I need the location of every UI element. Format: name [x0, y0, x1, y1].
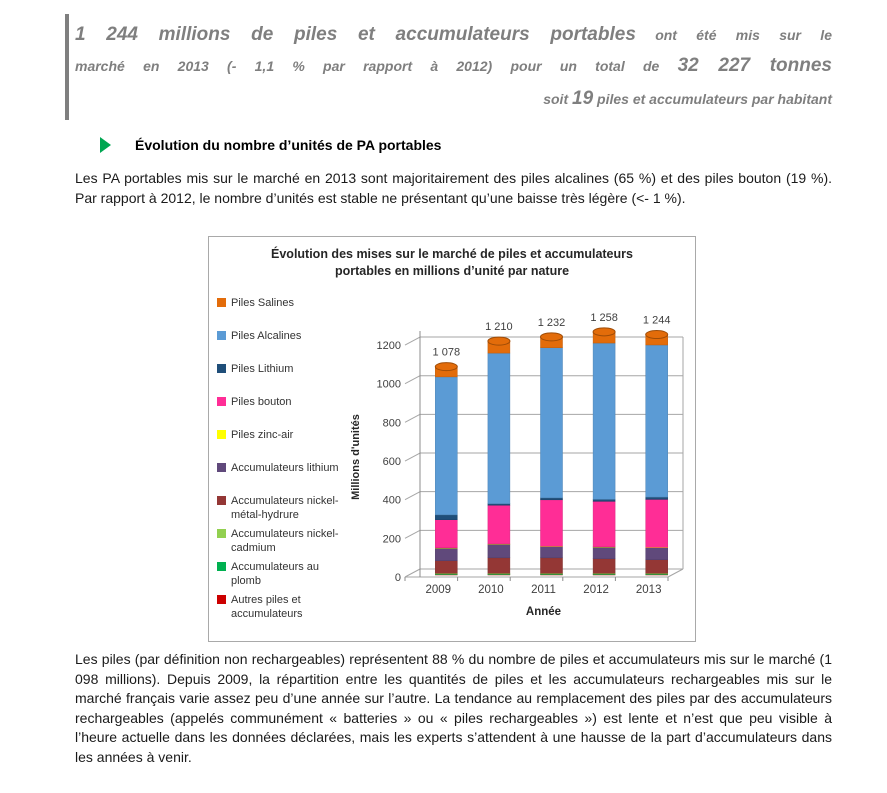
bar-total-label: 1 078 — [432, 346, 461, 359]
gridline-depth-tick — [405, 530, 420, 538]
y-axis-tick-label: 400 — [382, 494, 401, 507]
intro-line1-rest: ont été mis sur le — [635, 27, 832, 43]
x-axis-category-label: 2011 — [531, 584, 556, 596]
legend-swatch-icon — [217, 463, 226, 472]
bar-segment — [646, 499, 668, 547]
intro-tonnes-figure: 32 227 tonnes — [677, 55, 832, 76]
bar-segment — [541, 500, 563, 546]
intro-line-2 — [75, 51, 832, 82]
bar-segment — [435, 548, 457, 561]
x-axis-title: Année — [525, 606, 562, 618]
legend-swatch-icon — [217, 496, 226, 505]
bar-segment — [435, 520, 457, 548]
section-heading — [100, 137, 441, 153]
bar-total-label: 1 258 — [590, 311, 618, 324]
legend-item — [217, 527, 345, 555]
bar-segment — [593, 499, 615, 501]
bar-segment — [593, 501, 615, 546]
green-arrow-icon — [100, 137, 111, 153]
bar-segment — [646, 548, 668, 560]
intro-line3-post: piles et accumulateurs par habitant — [593, 91, 832, 107]
legend-swatch-icon — [217, 595, 226, 604]
legend-item — [217, 593, 345, 621]
bar-segment — [488, 353, 510, 504]
bar-top-cap — [435, 363, 457, 371]
bar-segment — [488, 558, 510, 573]
legend-label: Autres piles et accumulateurs — [231, 594, 303, 620]
legend-label: Piles zinc-air — [231, 429, 294, 441]
gridline-depth-tick — [405, 569, 420, 577]
bar-segment — [488, 505, 510, 544]
legend-label: Piles Alcalines — [231, 330, 302, 342]
gridline-depth-tick — [405, 492, 420, 500]
bar-segment — [593, 559, 615, 573]
bar-top-cap — [646, 331, 668, 339]
legend-item — [217, 428, 345, 442]
bar-segment — [435, 377, 457, 515]
x-axis-category-label: 2013 — [635, 584, 662, 596]
legend-item — [217, 362, 345, 376]
intro-banner — [75, 20, 832, 115]
bar-top-cap — [488, 337, 510, 345]
legend-label: Accumulateurs au plomb — [231, 561, 320, 587]
gridline-depth-tick — [405, 453, 420, 461]
legend-item — [217, 329, 345, 343]
bar-top-cap — [593, 328, 615, 336]
bar-top-cap — [541, 333, 563, 341]
paragraph-intro-analysis: Les PA portables mis sur le marché en 2013 sont majoritairement des piles alcalines (65 %) et des piles bouton (19 %). Par rapport à 2012, le nombre d’unités est stable ne présentant qu’une baisse très légère (<- 1 %). — [75, 170, 832, 206]
legend-swatch-icon — [217, 397, 226, 406]
bar-total-label: 1 244 — [642, 314, 671, 327]
chart-panel — [208, 236, 696, 642]
bar-segment — [593, 547, 615, 559]
legend-swatch-icon — [217, 364, 226, 373]
chart-title: Évolution des mises sur le marché de piles et accumulateurs portables en millions d’unité par nature — [271, 247, 633, 278]
bar-segment — [541, 547, 563, 558]
x-axis-category-label: 2009 — [425, 584, 452, 596]
bar-segment — [593, 343, 615, 499]
bar-total-label: 1 210 — [485, 321, 513, 334]
bar-segment — [646, 560, 668, 574]
bar-segment — [435, 515, 457, 520]
legend-label: Piles bouton — [231, 396, 292, 408]
x-axis-category-label: 2012 — [583, 584, 609, 596]
gridline-depth-tick — [405, 414, 420, 422]
legend-swatch-icon — [217, 331, 226, 340]
y-axis-tick-label: 800 — [382, 417, 401, 430]
legend-label: Accumulateurs nickel-métal-hydrure — [231, 495, 339, 521]
legend-item — [217, 296, 345, 310]
gridline-depth-tick — [405, 376, 420, 384]
paragraph-trend-analysis: Les piles (par définition non rechargeables) représentent 88 % du nombre de piles et accumulateurs mis sur le marché (1 098 millions). Depuis 2009, la répartition entre les quantités de piles et les accumulateurs rechargeables mis sur le marché français varie assez peu d’une année sur l’autre. La tendance au remplacement des piles par des accumulateurs rechargeables (appelés communément « batteries » ou « piles rechargeables ») est lente et n’est que peu visible à l’heure actuelle dans les données déclarées, mais les experts s’attendent à une hausse de la part d’accumulateurs dans les années à venir. — [75, 651, 832, 765]
bar-segment — [646, 497, 668, 499]
bar-segment — [435, 561, 457, 574]
y-axis-tick-label: 200 — [382, 533, 401, 546]
bar-segment — [488, 544, 510, 558]
y-axis-title: Millions d'unités — [350, 414, 362, 500]
intro-line-1 — [75, 20, 832, 51]
bar-total-label: 1 232 — [537, 316, 566, 329]
y-axis-tick-label: 1200 — [376, 340, 401, 353]
legend-label: Piles Salines — [231, 297, 294, 309]
bar-segment — [541, 558, 563, 573]
intro-per-capita-figure: 19 — [572, 88, 594, 109]
legend-item — [217, 494, 345, 522]
y-axis-tick-label: 0 — [394, 572, 401, 584]
bar-segment — [541, 498, 563, 500]
stacked-bar-chart — [345, 285, 693, 637]
legend-item — [217, 560, 345, 588]
legend-label: Accumulateurs nickel-cadmium — [231, 528, 339, 554]
intro-line-3 — [75, 84, 832, 115]
floor-right-edge — [668, 569, 683, 577]
x-axis-category-label: 2010 — [478, 584, 504, 596]
legend-swatch-icon — [217, 562, 226, 571]
intro-accent-bar — [65, 14, 69, 120]
bar-segment — [646, 345, 668, 497]
bar-segment — [541, 348, 563, 498]
intro-line2-lead: marché en 2013 (- 1,1 % par rapport à 2012) pour un total de — [75, 58, 678, 74]
legend-swatch-icon — [217, 529, 226, 538]
legend-label: Accumulateurs lithium — [231, 462, 339, 474]
y-axis-tick-label: 1000 — [376, 378, 401, 391]
intro-units-figure: 1 244 millions de piles et accumulateurs portables — [75, 24, 636, 45]
section-heading-label: Évolution du nombre d’unités de PA portables — [135, 137, 442, 153]
legend-swatch-icon — [217, 430, 226, 439]
intro-line3-pre: soit — [543, 91, 572, 107]
legend-item — [217, 395, 345, 409]
gridline-depth-tick — [405, 337, 420, 345]
legend-item — [217, 461, 345, 475]
legend-swatch-icon — [217, 298, 226, 307]
legend-label: Piles Lithium — [231, 363, 294, 375]
y-axis-tick-label: 600 — [382, 456, 401, 469]
